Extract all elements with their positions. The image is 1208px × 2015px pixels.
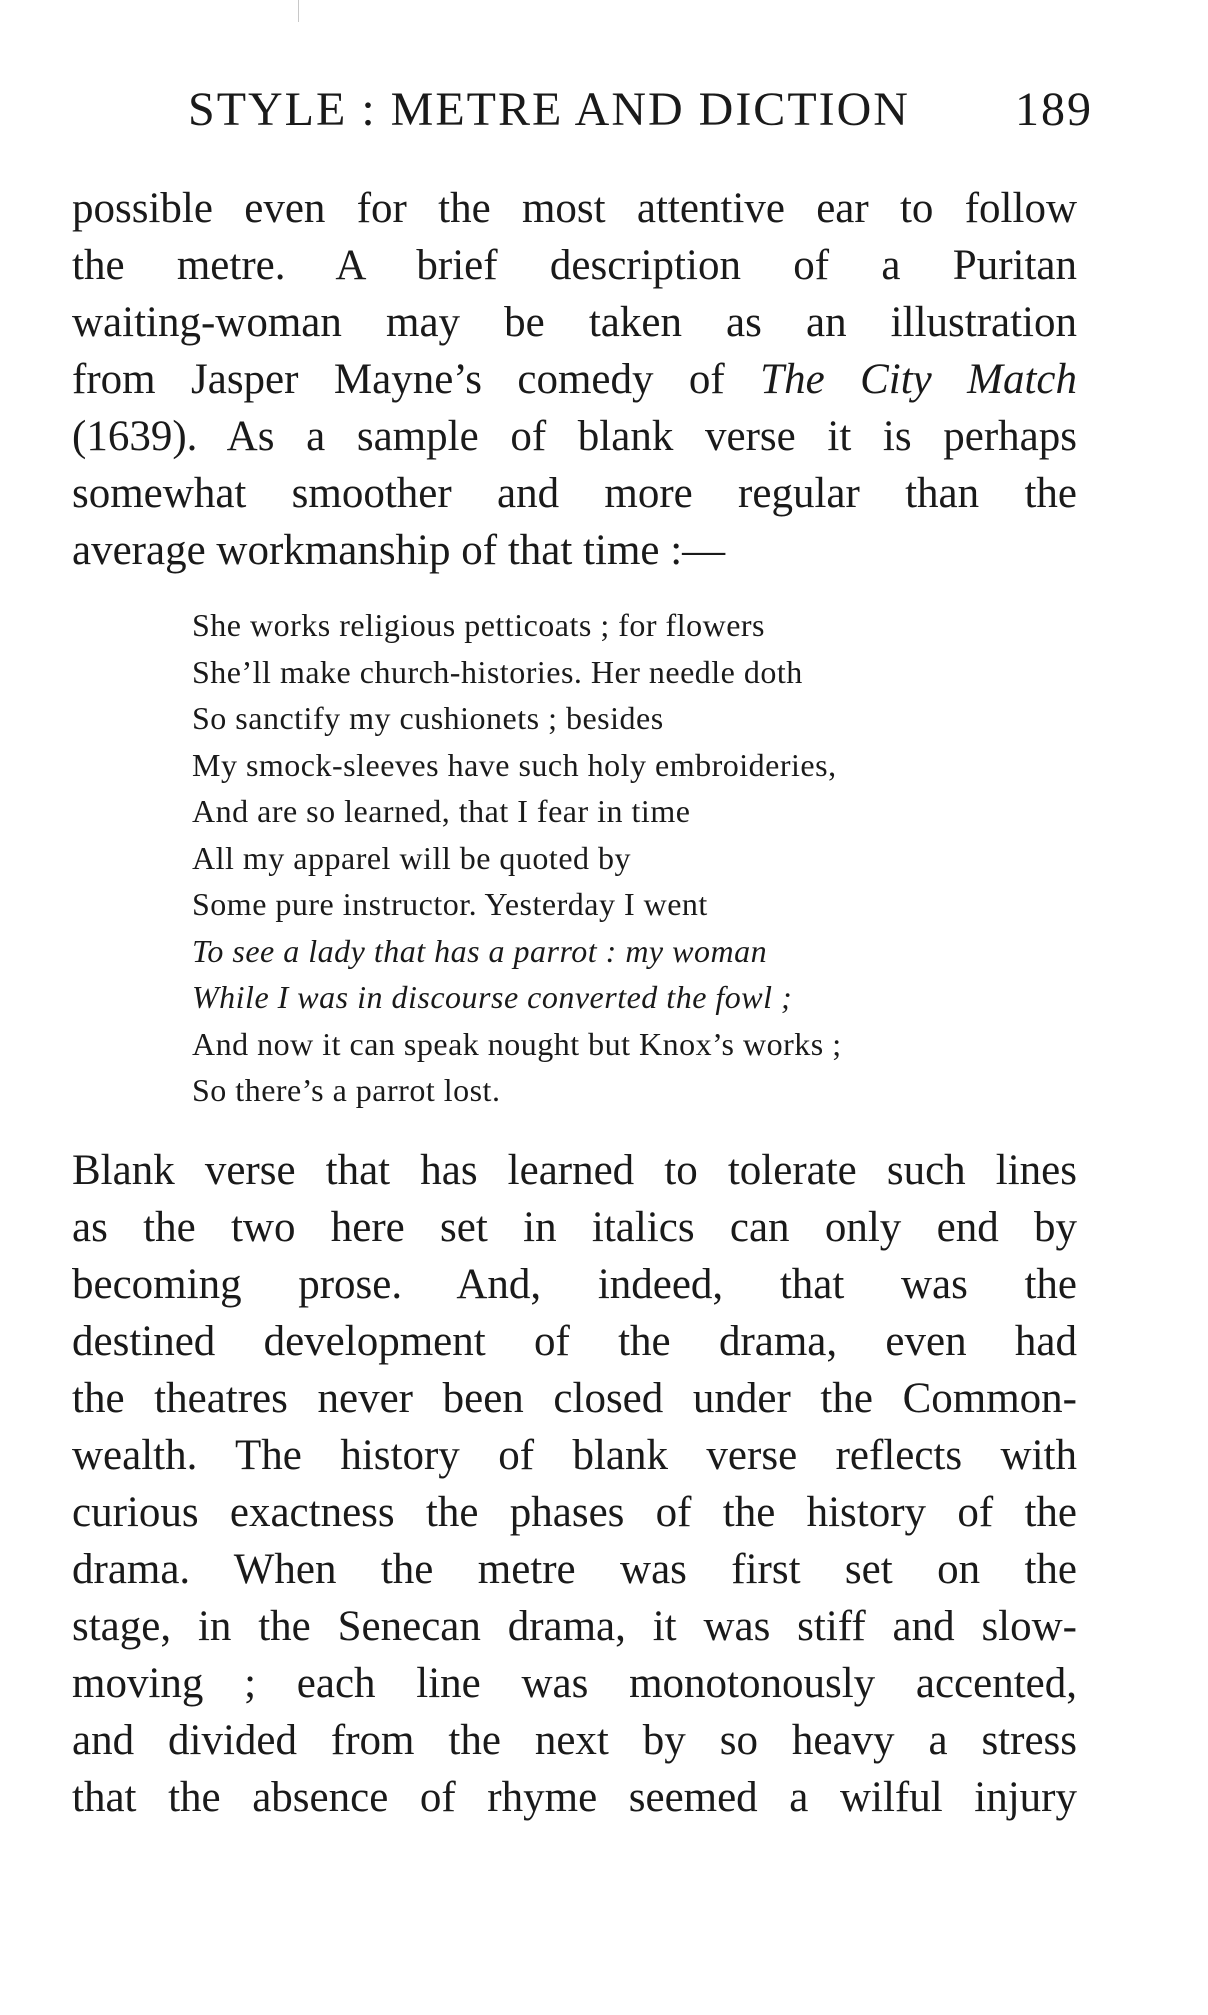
text-line: stage, in the Senecan drama, it was stiff and slow- bbox=[72, 1603, 1077, 1650]
paragraph-1 bbox=[72, 180, 1077, 579]
text-line: becoming prose. And, indeed, that was the bbox=[72, 1261, 1077, 1308]
text-line: the metre. A brief description of a Puritan bbox=[72, 242, 1077, 289]
verse-line: And are so learned, that I fear in time bbox=[192, 793, 691, 829]
text-line: that the absence of rhyme seemed a wilful injury bbox=[72, 1774, 1077, 1821]
verse-line: So there’s a parrot lost. bbox=[192, 1072, 501, 1108]
text-line: and divided from the next by so heavy a stress bbox=[72, 1717, 1077, 1764]
text-line: possible even for the most attentive ear to follow bbox=[72, 185, 1077, 232]
verse-line: My smock-sleeves have such holy embroideries, bbox=[192, 746, 837, 783]
text-line: destined development of the drama, even had bbox=[72, 1318, 1077, 1365]
text-line: as the two here set in italics can only end by bbox=[72, 1204, 1077, 1251]
text-line: somewhat smoother and more regular than the bbox=[72, 470, 1077, 517]
verse-line-italic: To see a lady that has a parrot : my woman bbox=[192, 932, 768, 969]
text-line: moving ; each line was monotonously accented, bbox=[72, 1660, 1077, 1707]
paragraph-2 bbox=[72, 1142, 1077, 1826]
text-line: curious exactness the phases of the history of the bbox=[72, 1489, 1077, 1536]
running-title: STYLE : METRE AND DICTION bbox=[188, 83, 910, 136]
text-line: Blank verse that has learned to tolerate such lines bbox=[72, 1147, 1077, 1194]
text-line: drama. When the metre was first set on the bbox=[72, 1546, 1077, 1593]
verse-line: So sanctify my cushionets ; besides bbox=[192, 700, 664, 736]
text-line: the theatres never been closed under the Common- bbox=[72, 1375, 1077, 1422]
text-line: waiting-woman may be taken as an illustration bbox=[72, 299, 1077, 346]
verse-line: Some pure instructor. Yesterday I went bbox=[192, 886, 708, 922]
verse-line-italic: While I was in discourse converted the fowl ; bbox=[192, 979, 793, 1015]
text-line: average workmanship of that time :— bbox=[72, 527, 726, 574]
verse-line: All my apparel will be quoted by bbox=[192, 839, 632, 876]
running-header bbox=[188, 82, 1093, 142]
text-line: (1639). As a sample of blank verse it is perhaps bbox=[72, 413, 1077, 460]
text-line: wealth. The history of blank verse reflects with bbox=[72, 1432, 1077, 1479]
scan-mark bbox=[298, 0, 299, 22]
verse-quotation bbox=[192, 602, 1012, 1114]
verse-line: She’ll make church-histories. Her needle doth bbox=[192, 653, 803, 690]
verse-line: And now it can speak nought but Knox’s works ; bbox=[192, 1025, 842, 1062]
play-title: The City Match bbox=[760, 356, 1077, 403]
verse-line: She works religious petticoats ; for flowers bbox=[192, 607, 765, 643]
text-line-with-italic-title: from Jasper Mayne’s comedy of The City Match bbox=[72, 356, 1077, 403]
page-number: 189 bbox=[1015, 83, 1093, 136]
